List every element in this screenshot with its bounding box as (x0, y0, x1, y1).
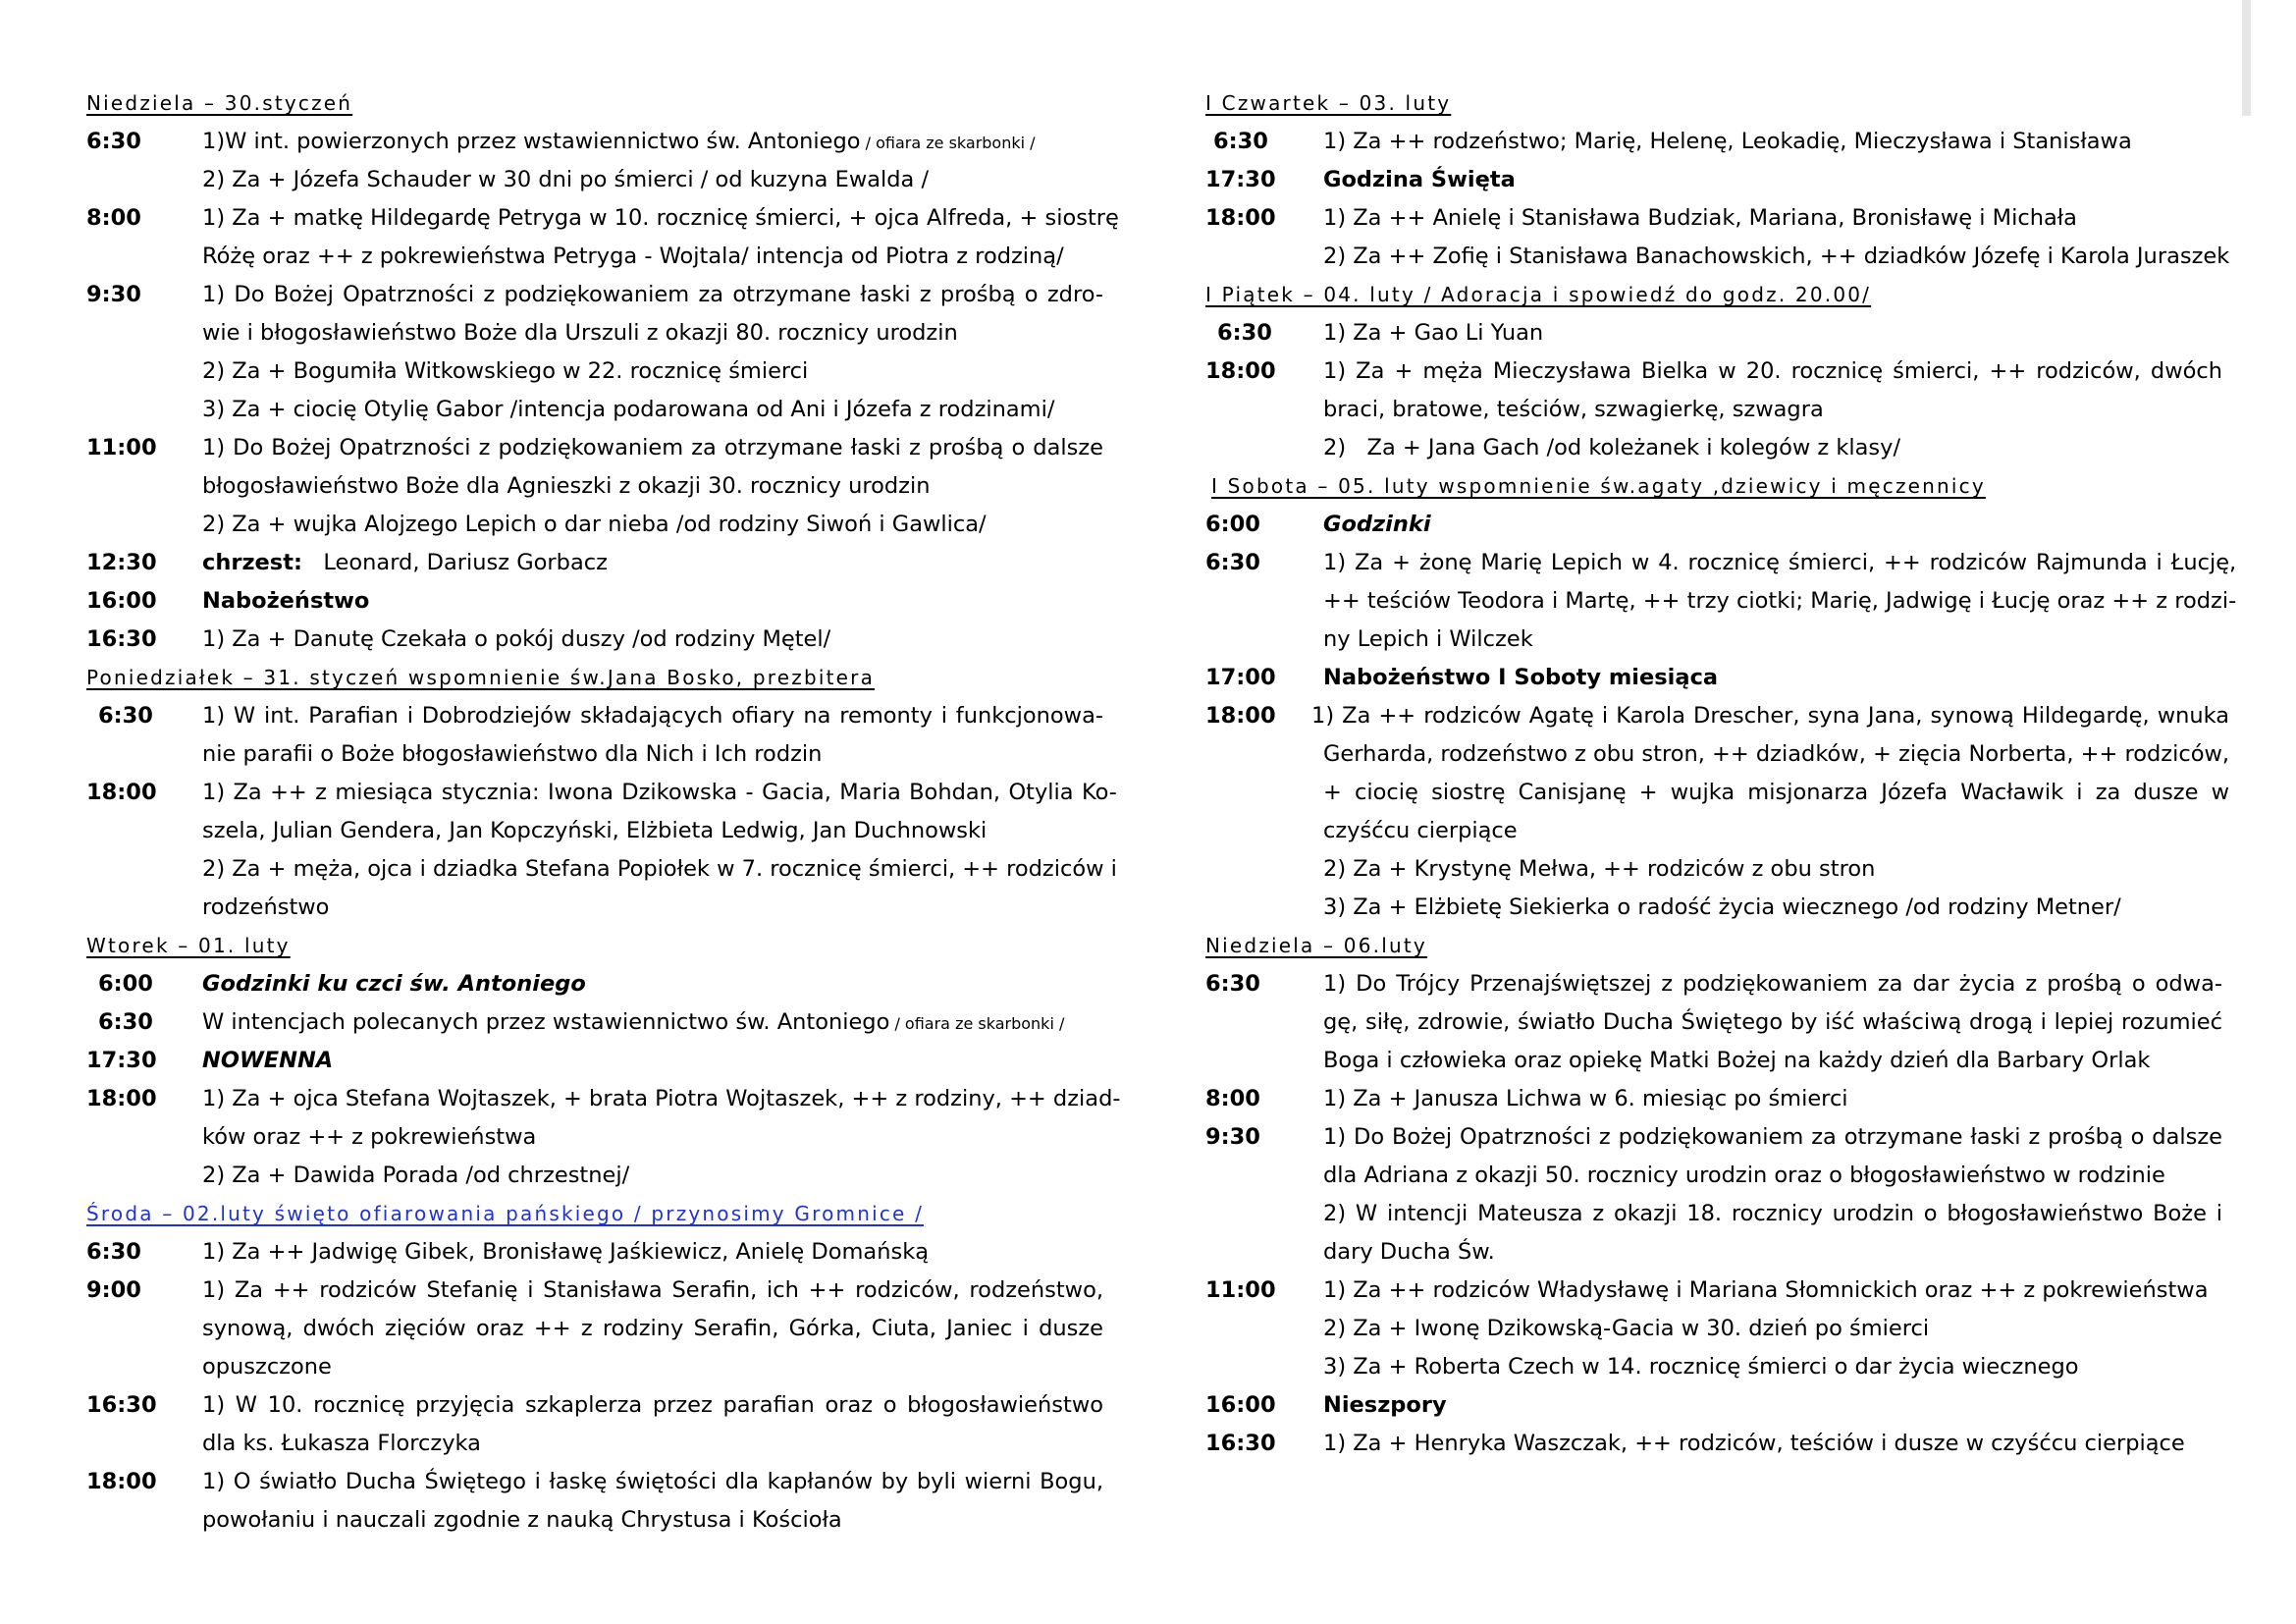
intention-line: braci, bratowe, teściów, szwagierkę, szwagra (1323, 397, 1824, 422)
mass-entry (1205, 1272, 2222, 1386)
intention-line: błogosławieństwo Boże dla Agnieszki z okazji 30. rocznicy urodzin (202, 473, 931, 499)
mass-intentions (1323, 1425, 2222, 1463)
mass-entry (1205, 544, 2237, 659)
intention-line: 1) Za + żonę Marię Lepich w 4. rocznicę śmierci, ++ rodziców Rajmunda i Łucję, (1323, 550, 2237, 575)
mass-entry (1205, 199, 2230, 276)
intention-line: 1) Do Trójcy Przenajświętszej z podziękowaniem za dar życia z prośbą o odwa- (1323, 971, 2222, 997)
intention-line: 1) Za + Danutę Czekała o pokój duszy /od rodziny Mętel/ (202, 626, 831, 652)
mass-entry (86, 1272, 1103, 1386)
intention-line: czyśćcu cierpiące (1323, 818, 1518, 843)
mass-time: 18:00 (1205, 358, 1276, 384)
intention-line: 1) Za ++ Jadwigę Gibek, Bronisławę Jaśkiewicz, Anielę Domańską (202, 1239, 930, 1265)
intention-line: szela, Julian Gendera, Jan Kopczyński, Elżbieta Ledwig, Jan Duchnowski (202, 818, 988, 843)
mass-intentions (1323, 123, 2222, 161)
mass-time: 18:00 (86, 780, 157, 805)
mass-time: 16:30 (86, 626, 157, 652)
mass-entry (1205, 314, 2222, 352)
day-header-wednesday-02: Środa – 02.luty święto ofiarowania pańskiego / przynosimy Gromnice / (86, 1202, 925, 1225)
intention-line: 2) Za + Jana Gach /od koleżanek i kolegów z klasy/ (1323, 435, 1901, 460)
left-column (86, 84, 1121, 1540)
service-name: Nabożeństwo I Soboty miesiąca (1323, 665, 1719, 690)
mass-time: 11:00 (86, 435, 157, 460)
service-name: Nieszpory (1323, 1392, 1447, 1418)
intention-line: 1) Za ++ Anielę i Stanisława Budziak, Mariana, Bronisławę i Michała (1323, 205, 2077, 231)
mass-intentions (202, 1080, 1120, 1195)
intention-line: 1) Do Bożej Opatrzności z podziękowaniem za otrzymane łaski z prośbą o dalsze (1323, 1124, 2222, 1150)
intention-line: nie parafii o Boże błogosławieństwo dla Nich i Ich rodzin (202, 741, 823, 767)
mass-entry (86, 1003, 1103, 1042)
intention-line: 1) Za + Henryka Waszczak, ++ rodziców, teściów i dusze w czyśćcu cierpiące (1323, 1431, 2185, 1456)
mass-entry (1205, 352, 2222, 467)
mass-time: 18:00 (1205, 205, 1276, 231)
intention-line: 2) Za + Iwonę Dzikowską-Gacia w 30. dzień po śmierci (1323, 1316, 1930, 1341)
intention-line: 2) W intencji Mateusza z okazji 18. rocznicy urodzin o błogosławieństwo Boże i (1323, 1201, 2222, 1226)
intention-line: synową, dwóch zięciów oraz ++ z rodziny Serafin, Górka, Ciuta, Janiec i dusze (202, 1316, 1103, 1341)
intention-line: 2) Za + męża, ojca i dziadka Stefana Popiołek w 7. rocznicę śmierci, ++ rodziców i (202, 856, 1117, 882)
mass-entry (86, 1233, 1103, 1272)
mass-time: 9:00 (86, 1277, 141, 1303)
mass-entry (1205, 161, 2222, 199)
mass-intentions (202, 123, 1103, 199)
service-name: NOWENNA (202, 1048, 334, 1073)
mass-entry (86, 621, 1103, 659)
mass-intentions (202, 1003, 1103, 1042)
intention-line: 1) Za ++ rodzeństwo; Marię, Helenę, Leokadię, Mieczysława i Stanisława (1323, 129, 2132, 154)
mass-time: 6:30 (98, 703, 153, 729)
mass-time: 6:00 (98, 971, 153, 997)
baptism-label: chrzest: (202, 550, 302, 575)
day-header-sunday-06: Niedziela – 06.luty (1205, 934, 1427, 957)
intention-line: Gerharda, rodzeństwo z obu stron, ++ dziadków, + zięcia Norberta, ++ rodziców, (1323, 741, 2230, 767)
mass-intentions (1323, 1118, 2222, 1272)
mass-intentions (202, 429, 1103, 544)
mass-entry (86, 697, 1103, 774)
intention-line: 3) Za + ciocię Otylię Gabor /intencja podarowana od Ani i Józefa z rodzinami/ (202, 397, 1055, 422)
intention-line: dla ks. Łukasza Florczyka (202, 1431, 481, 1456)
mass-time: 8:00 (1205, 1086, 1260, 1111)
intention-line: opuszczone (202, 1354, 332, 1380)
mass-time: 6:30 (98, 1009, 153, 1035)
mass-entry (1205, 1118, 2222, 1272)
mass-entry (1205, 965, 2222, 1080)
intention-line: ++ teściów Teodora i Martę, ++ trzy ciotki; Marię, Jadwigę i Łucję oraz ++ z rodzi- (1323, 588, 2237, 614)
intention-line: 1) Do Bożej Opatrzności z podziękowaniem za otrzymane łaski z prośbą o dalsze (202, 435, 1103, 460)
right-column (1205, 84, 2237, 1463)
day-header-thursday-03: I Czwartek – 03. luty (1205, 91, 1452, 115)
mass-time: 9:30 (1205, 1124, 1260, 1150)
intention-line: 1) W int. Parafian i Dobrodziejów składających ofiary na remonty i funkcjonowa- (202, 703, 1103, 729)
day-header-monday-31: Poniedziałek – 31. styczeń wspomnienie św.Jana Bosko, prezbitera (86, 666, 876, 689)
mass-intentions (202, 1233, 1103, 1272)
intention-line: 2) Za + Józefa Schauder w 30 dni po śmierci / od kuzyna Ewalda / (202, 167, 930, 192)
day-header-sunday-30: Niedziela – 30.styczeń (86, 91, 353, 115)
mass-entry (86, 123, 1103, 199)
mass-time: 16:30 (86, 1392, 157, 1418)
intention-line: ków oraz ++ z pokrewieństwa (202, 1124, 537, 1150)
mass-intentions (202, 774, 1117, 927)
mass-time: 6:30 (1205, 550, 1260, 575)
intention-line: 3) Za + Elżbietę Siekierka o radość życia wiecznego /od rodziny Metner/ (1323, 894, 2121, 920)
mass-entry (86, 1042, 1103, 1080)
mass-time: 16:30 (1205, 1431, 1276, 1456)
mass-intentions (1311, 697, 2230, 927)
mass-intentions (1323, 1272, 2222, 1386)
mass-intentions (1323, 965, 2222, 1080)
mass-entry (86, 582, 1103, 621)
mass-entry (86, 1386, 1103, 1463)
mass-entry (86, 965, 1103, 1003)
intention-line: dary Ducha Św. (1323, 1239, 1495, 1265)
intention-line: dla Adriana z okazji 50. rocznicy urodzin oraz o błogosławieństwo w rodzinie (1323, 1163, 2165, 1188)
intention-line: ny Lepich i Wilczek (1323, 626, 1533, 652)
intention-line: 1)W int. powierzonych przez wstawiennictwo św. Antoniego (202, 129, 861, 154)
intention-line: 1) Do Bożej Opatrzności z podziękowaniem za otrzymane łaski z prośbą o zdro- (202, 282, 1103, 307)
mass-entry (86, 429, 1103, 544)
mass-intentions (202, 1272, 1103, 1386)
intention-line: 1) Za ++ rodziców Stefanię i Stanisława Serafin, ich ++ rodziców, rodzeństwo, (202, 1277, 1103, 1303)
mass-entry (86, 1463, 1103, 1540)
mass-entry (86, 544, 1103, 582)
intention-note: / ofiara ze skarbonki / (889, 1014, 1065, 1033)
service-name: Godzinki (1323, 512, 1431, 537)
mass-entry (86, 1080, 1121, 1195)
intention-line: 1) Za + ojca Stefana Wojtaszek, + brata Piotra Wojtaszek, ++ z rodziny, ++ dziad- (202, 1086, 1121, 1111)
intention-line: 2) Za + wujka Alojzego Lepich o dar nieba /od rodziny Siwoń i Gawlica/ (202, 512, 987, 537)
day-header-friday-04: I Piątek – 04. luty / Adoracja i spowiedź do godz. 20.00/ (1205, 283, 1872, 306)
mass-intentions (1323, 544, 2236, 659)
mass-time: 18:00 (86, 1086, 157, 1111)
mass-time: 8:00 (86, 205, 141, 231)
mass-intentions (1323, 1080, 2222, 1118)
mass-intentions (202, 697, 1103, 774)
mass-entry (1205, 1386, 2222, 1425)
mass-time: 12:30 (86, 550, 157, 575)
mass-time: 11:00 (1205, 1277, 1276, 1303)
intention-line: gę, siłę, zdrowie, światło Ducha Świętego by iść właściwą drogą i lepiej rozumieć (1323, 1009, 2222, 1035)
mass-entry (1205, 1080, 2222, 1118)
mass-intentions (202, 276, 1103, 429)
scrollbar[interactable] (2242, 0, 2251, 116)
mass-time: 9:30 (86, 282, 141, 307)
intention-line: 1) Za ++ rodziców Władysławę i Mariana Słomnickich oraz ++ z pokrewieństwa (1323, 1277, 2209, 1303)
mass-entry (1205, 1425, 2222, 1463)
intention-line: + ciocię siostrę Canisjanę + wujka misjonarza Józefa Wacławik i za dusze w (1323, 780, 2230, 805)
day-header-tuesday-01: Wtorek – 01. luty (86, 934, 291, 957)
intention-line: 1) Za ++ z miesiąca stycznia: Iwona Dzikowska - Gacia, Maria Bohdan, Otylia Ko- (202, 780, 1117, 805)
intention-line: W intencjach polecanych przez wstawiennictwo św. Antoniego (202, 1009, 890, 1035)
intention-line: rodzeństwo (202, 894, 330, 920)
intention-line: 1) Za ++ rodziców Agatę i Karola Drescher, syna Jana, synową Hildegardę, wnuka (1311, 703, 2230, 729)
mass-intentions (202, 621, 1103, 659)
mass-intentions (1323, 199, 2229, 276)
baptism-names: Leonard, Dariusz Gorbacz (301, 550, 608, 575)
mass-time: 17:30 (1205, 167, 1276, 192)
service-name: Godzina Święta (1323, 167, 1516, 192)
intention-line: 1) Za + matkę Hildegardę Petryga w 10. rocznicę śmierci, + ojca Alfreda, + siostrę (202, 205, 1119, 231)
mass-time: 16:00 (1205, 1392, 1276, 1418)
service-name: Godzinki ku czci św. Antoniego (202, 971, 586, 997)
intention-line: 1) W 10. rocznicę przyjęcia szkaplerza przez parafian oraz o błogosławieństwo (202, 1392, 1103, 1418)
mass-entry (1205, 697, 2230, 927)
mass-time: 6:30 (86, 129, 141, 154)
intention-line: 1) Za + męża Mieczysława Bielka w 20. rocznicę śmierci, ++ rodziców, dwóch (1323, 358, 2222, 384)
mass-time: 17:00 (1205, 665, 1276, 690)
mass-time: 6:30 (86, 1239, 141, 1265)
mass-entry (1205, 123, 2222, 161)
mass-time: 6:00 (1205, 512, 1260, 537)
mass-time: 6:30 (1205, 971, 1260, 997)
mass-entry (1205, 659, 2222, 697)
service-name: Nabożeństwo (202, 588, 370, 614)
mass-time: 18:00 (1205, 703, 1276, 729)
day-header-saturday-05: I Sobota – 05. luty wspomnienie św.agaty ,dziewicy i męczennicy (1211, 474, 1986, 498)
mass-intentions (1323, 352, 2222, 467)
mass-time: 6:30 (1217, 320, 1272, 346)
mass-time: 18:00 (86, 1469, 157, 1494)
intention-line: 1) Za + Janusza Lichwa w 6. miesiąc po śmierci (1323, 1086, 1848, 1111)
intention-line: 2) Za + Krystynę Mełwa, ++ rodziców z obu stron (1323, 856, 1876, 882)
intention-line: 1) Za + Gao Li Yuan (1323, 320, 1544, 346)
mass-intentions (202, 1386, 1103, 1463)
mass-intentions (1323, 314, 2222, 352)
intention-line: Boga i człowieka oraz opiekę Matki Bożej na każdy dzień dla Barbary Orlak (1323, 1048, 2151, 1073)
intention-line: 1) O światło Ducha Świętego i łaskę świętości dla kapłanów by byli wierni Bogu, (202, 1469, 1103, 1494)
mass-intentions (202, 199, 1119, 276)
intention-line: 2) Za ++ Zofię i Stanisława Banachowskich, ++ dziadków Józefę i Karola Juraszek (1323, 244, 2230, 269)
intention-line: 2) Za + Dawida Porada /od chrzestnej/ (202, 1163, 630, 1188)
mass-intentions (202, 544, 1103, 582)
mass-time: 6:30 (1213, 129, 1268, 154)
intention-line: 3) Za + Roberta Czech w 14. rocznicę śmierci o dar życia wiecznego (1323, 1354, 2079, 1380)
mass-intentions (202, 1463, 1103, 1540)
mass-entry (1205, 506, 2222, 544)
mass-entry (86, 199, 1119, 276)
intention-note: / ofiara ze skarbonki / (860, 134, 1036, 152)
mass-entry (86, 276, 1103, 429)
intention-line: wie i błogosławieństwo Boże dla Urszuli z okazji 80. rocznicy urodzin (202, 320, 958, 346)
mass-time: 16:00 (86, 588, 157, 614)
mass-entry (86, 774, 1117, 927)
intention-line: Różę oraz ++ z pokrewieństwa Petryga - Wojtala/ intencja od Piotra z rodziną/ (202, 244, 1064, 269)
intention-line: powołaniu i nauczali zgodnie z nauką Chrystusa i Kościoła (202, 1507, 842, 1533)
mass-time: 17:30 (86, 1048, 157, 1073)
intention-line: 2) Za + Bogumiła Witkowskiego w 22. rocznicę śmierci (202, 358, 809, 384)
